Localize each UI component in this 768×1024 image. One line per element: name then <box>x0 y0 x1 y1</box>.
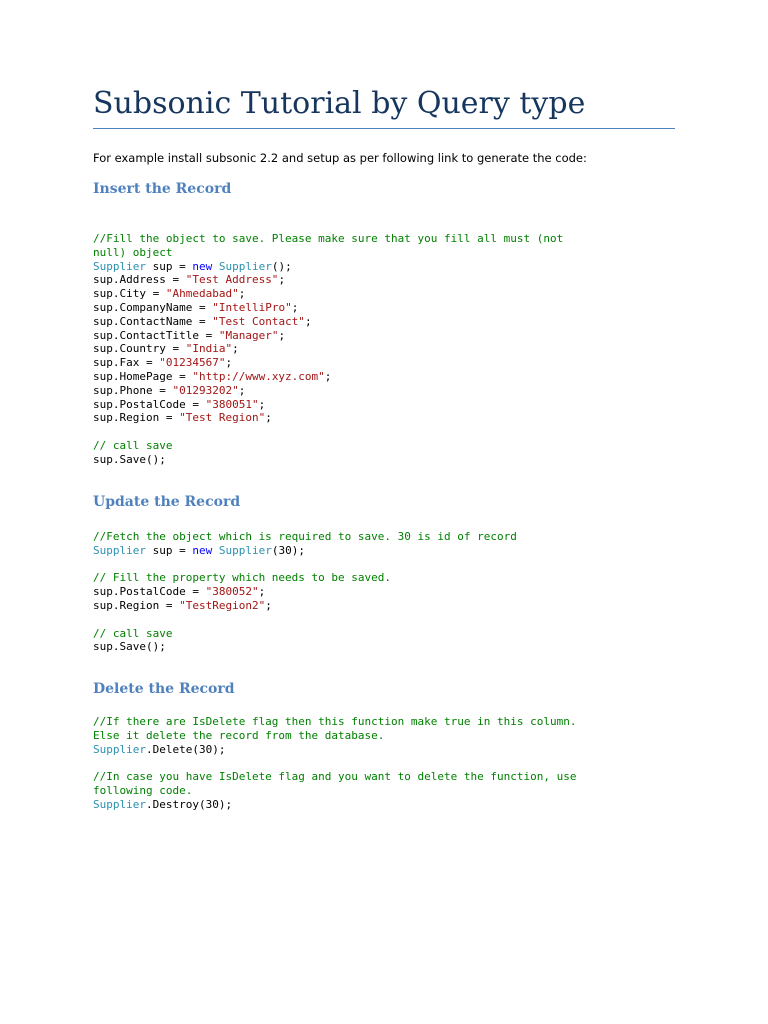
code-string: "Ahmedabad" <box>165 287 239 301</box>
code-lhs: sup.ContactTitle = <box>93 328 219 342</box>
code-assignment: sup.City = "Ahmedabad"; <box>93 287 246 301</box>
code-lhs: sup.ContactName = <box>93 314 213 328</box>
code-lhs: sup.HomePage = <box>93 369 193 383</box>
code-string: "380052" <box>205 585 259 599</box>
page-title: Subsonic Tutorial by Query type <box>93 86 586 121</box>
code-assignment: sup.Country = "India"; <box>93 342 239 356</box>
code-assignment: sup.ContactTitle = "Manager"; <box>93 328 286 342</box>
delete-code-block <box>93 715 576 812</box>
code-string: "Test Region" <box>179 411 266 425</box>
code-lhs: sup.Region = <box>93 411 180 425</box>
code-lhs: sup.Phone = <box>93 383 173 397</box>
code-statement: sup.Save(); <box>93 452 166 466</box>
code-assignment: sup.Phone = "01293202"; <box>93 383 246 397</box>
code-assignment: sup.PostalCode = "380051"; <box>93 397 266 411</box>
code-declaration <box>93 544 517 558</box>
insert-code-block <box>93 232 563 467</box>
code-type: Supplier <box>93 543 146 557</box>
code-lhs: sup.PostalCode = <box>93 397 206 411</box>
code-text: (30); <box>271 543 305 557</box>
code-string: "TestRegion2" <box>179 598 266 612</box>
code-lhs: sup.PostalCode = <box>93 585 206 599</box>
title-divider <box>93 128 675 129</box>
code-lhs: sup.Country = <box>93 342 186 356</box>
code-comment: // call save <box>93 438 173 452</box>
code-assignment: sup.Fax = "01234567"; <box>93 356 233 370</box>
code-comment: following code. <box>93 783 193 797</box>
code-comment: //In case you have IsDelete flag and you want to delete the function, use <box>93 770 577 784</box>
code-comment: //If there are IsDelete flag then this function make true in this column. <box>93 715 577 728</box>
code-assignment: sup.Address = "Test Address"; <box>93 273 286 287</box>
code-lhs: sup.Region = <box>93 598 180 612</box>
code-statement <box>93 743 576 757</box>
code-statement: sup.Save(); <box>93 640 166 654</box>
update-heading: Update the Record <box>93 494 241 510</box>
code-comment: Else it delete the record from the database. <box>93 728 385 742</box>
code-text: sup = <box>145 543 193 557</box>
code-lhs: sup.City = <box>93 287 166 301</box>
insert-heading: Insert the Record <box>93 181 232 197</box>
code-comment: //Fetch the object which is required to save. 30 is id of record <box>93 530 517 543</box>
code-assignment: sup.HomePage = "http://www.xyz.com"; <box>93 369 332 383</box>
code-string: "01293202" <box>172 383 239 397</box>
code-string: "IntelliPro" <box>212 300 292 314</box>
code-assignment: sup.Region = "TestRegion2"; <box>93 598 272 612</box>
code-statement <box>93 798 576 812</box>
code-assignment: sup.CompanyName = "IntelliPro"; <box>93 300 299 314</box>
code-type: Supplier <box>93 259 146 273</box>
delete-heading: Delete the Record <box>93 681 235 697</box>
code-blank-line <box>93 558 517 572</box>
code-keyword: new <box>192 259 213 273</box>
code-comment: // Fill the property which needs to be saved. <box>93 571 392 585</box>
code-string: "380051" <box>205 397 259 411</box>
code-declaration <box>93 260 563 274</box>
code-string: "Test Contact" <box>212 314 305 328</box>
code-comment: // call save <box>93 626 173 640</box>
code-text: .Delete(30); <box>145 742 226 756</box>
code-type: Supplier <box>93 797 146 811</box>
code-string: "01234567" <box>159 356 226 370</box>
code-assignment: sup.Region = "Test Region"; <box>93 411 272 425</box>
code-string: "Manager" <box>218 328 279 342</box>
code-lhs: sup.CompanyName = <box>93 300 213 314</box>
code-string: "Test Address" <box>185 273 279 287</box>
code-lhs: sup.Address = <box>93 273 186 287</box>
code-blank-line <box>93 613 517 627</box>
code-keyword: new <box>192 543 213 557</box>
code-text: sup = <box>145 259 193 273</box>
code-type: Supplier <box>212 543 272 557</box>
code-comment: null) object <box>93 245 173 259</box>
code-blank-line <box>93 756 576 770</box>
code-assignment: sup.ContactName = "Test Contact"; <box>93 314 312 328</box>
code-assignment: sup.PostalCode = "380052"; <box>93 585 266 599</box>
code-type: Supplier <box>212 259 272 273</box>
intro-paragraph: For example install subsonic 2.2 and setup as per following link to generate the code: <box>93 151 587 165</box>
update-code-block <box>93 530 517 654</box>
code-comment: //Fill the object to save. Please make sure that you fill all must (not <box>93 232 564 245</box>
code-string: "http://www.xyz.com" <box>192 369 325 383</box>
code-lhs: sup.Fax = <box>93 356 160 370</box>
code-text: .Destroy(30); <box>145 797 233 811</box>
code-string: "India" <box>185 342 233 356</box>
code-blank-line <box>93 425 563 439</box>
code-type: Supplier <box>93 742 146 756</box>
code-text: (); <box>271 259 292 273</box>
